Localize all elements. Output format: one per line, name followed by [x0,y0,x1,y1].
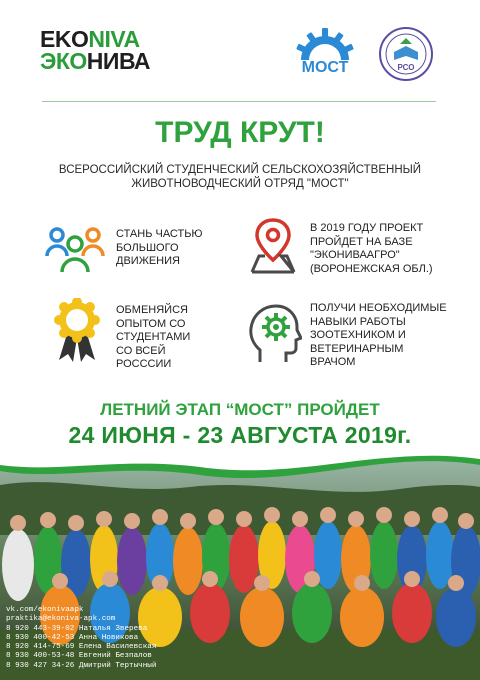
subtitle [40,163,440,191]
most-logo-label: МОСТ [301,59,349,76]
rso-emblem-icon [378,26,434,82]
feature-text-line: ПРОЙДЕТ НА БАЗЕ [310,235,413,248]
map-pin-icon [246,216,300,276]
contact-phone[interactable]: 8 930 400-53-48 [6,652,75,661]
contacts-block [6,606,156,671]
feature-text-line: ЗООТЕХНИКОМ И [310,329,406,341]
medal-icon [52,298,102,364]
contact-row [6,652,156,661]
brand-cyrillic-part1: ЭКО [40,48,87,74]
ekoniva-logo [40,28,150,72]
contact-name: Анна Новикова [78,633,139,642]
feature-text-line: СТУДЕНТАМИ [116,331,191,343]
head-gear-icon [246,302,302,364]
contact-name: Елена Василевская [78,643,157,652]
feature-text-line: РОССCИИ [116,358,172,370]
contact-row [6,625,156,634]
brand-cyrillic-part2: НИВА [86,48,151,74]
feature-skills [310,302,447,370]
period-heading: ЛЕТНИЙ ЭТАП “МОСТ” ПРОЙДЕТ [100,400,380,419]
contact-name: Евгений Безпалов [78,652,152,661]
feature-text-line: НАВЫКИ РАБОТЫ [310,315,406,328]
rso-emblem-text: РСО [397,63,415,72]
contact-name: Дмитрий Тертычный [78,661,157,670]
feature-text-line: ВЕТЕРИНАРНЫМ [310,342,404,355]
subtitle-line-2: ЖИВОТНОВОДЧЕСКИЙ ОТРЯД "МОСТ" [131,178,349,190]
feature-location [310,222,433,276]
feature-text-line: ПОЛУЧИ НЕОБХОДИМЫЕ [310,302,447,314]
contact-phone[interactable]: 8 920 443-39-02 [6,624,75,633]
feature-text-line: ОБМЕНЯЙСЯ [116,304,188,316]
subtitle-line-1: ВСЕРОССИЙСКИЙ СТУДЕНЧЕСКИЙ СЕЛЬСКОХОЗЯЙСТВЕННЫЙ [58,164,422,176]
contact-name: Наталья Зверева [78,624,148,633]
feature-community [116,228,203,269]
email-link[interactable]: praktika@ekoniva-apk.com [6,615,116,624]
header-divider [42,101,436,102]
contact-phone[interactable]: 8 930 427 34-26 [6,661,75,670]
feature-text-line: "ЭКОНИВААГРО" [310,249,400,261]
contact-row [6,634,156,643]
brand-latin-part2: NIVA [88,26,140,52]
feature-text-line: СТАНЬ ЧАСТЬЮ [116,228,203,240]
brand-latin-part1: EKO [40,26,89,52]
feature-text-line: ОПЫТОМ СО [116,317,186,330]
feature-text-line: ВРАЧОМ [310,356,356,368]
feature-text-line: ДВИЖЕНИЯ [116,255,180,267]
contact-phone[interactable]: 8 920 414-75-69 [6,643,75,652]
contact-row [6,662,156,671]
feature-text-line: БОЛЬШОГО [116,241,179,254]
feature-text-line: (ВОРОНЕЖСКАЯ ОБЛ.) [310,262,433,275]
vk-link[interactable]: vk.com/ekonivaapk [6,606,84,614]
feature-text-line: СО ВСЕЙ [116,344,166,357]
feature-exchange [116,304,190,372]
period-dates: 24 ИЮНЯ - 23 АВГУСТА 2019г. [68,422,412,448]
page-title: ТРУД КРУТ! [155,116,325,149]
people-group-icon [44,222,106,278]
contact-phone[interactable]: 8 930 400-42-53 [6,633,75,642]
feature-text-line: В 2019 ГОДУ ПРОЕКТ [310,222,424,234]
